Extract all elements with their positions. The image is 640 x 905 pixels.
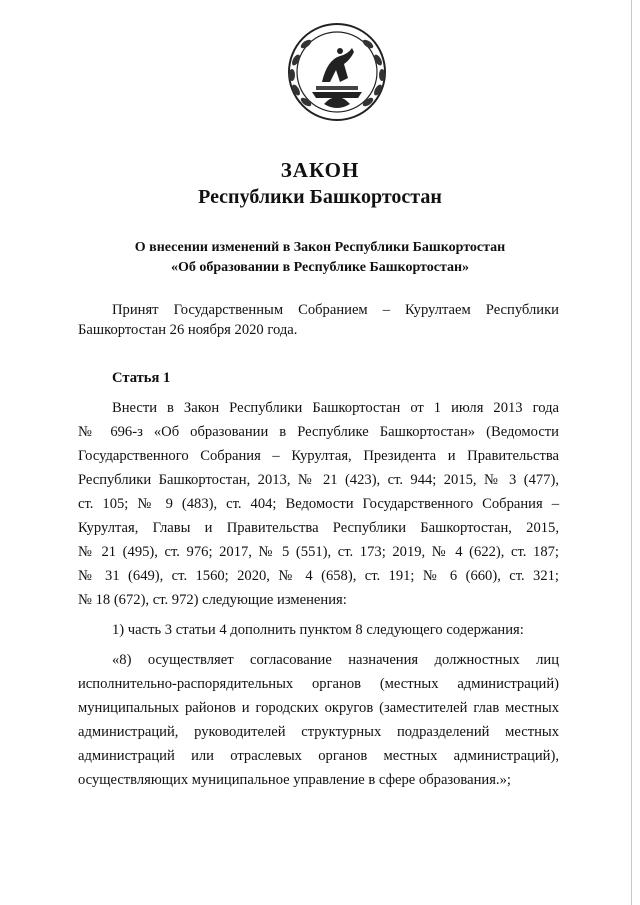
coat-of-arms-emblem [282, 20, 392, 124]
law-subject-line-1: О внесении изменений в Закон Республики Башкортостан [134, 240, 506, 255]
article-text-line: ст. 105; № 9 (483), ст. 404; Ведомости Государственного Собрания – [78, 496, 559, 512]
article-text-line: № 31 (649), ст. 1560; 2020, № 4 (658), ст. 191; № 6 (660), ст. 321; [78, 568, 559, 584]
scan-edge-line [631, 0, 632, 905]
adoption-line-1: Принят Государственным Собранием – Курултаем Республики [112, 302, 559, 318]
adoption-line-2: Башкортостан 26 ноября 2020 года. [78, 322, 298, 338]
quoted-text-line: исполнительно-распорядительных органов (местных администраций) [78, 676, 559, 692]
article-text-line: Государственного Собрания – Курултая, Президента и Правительства [78, 448, 559, 464]
article-text-line: Республики Башкортостан, 2013, № 21 (423), ст. 944; 2015, № 3 (477), [78, 472, 559, 488]
quoted-text-line: администраций или отраслевых органов местных администраций), [78, 748, 559, 764]
article-text-line: № 696-з «Об образовании в Республике Башкортостан» (Ведомости [78, 424, 559, 440]
article-text-line: № 18 (672), ст. 972) следующие изменения: [78, 592, 347, 608]
quoted-text-line: «8) осуществляет согласование назначения должностных лиц [112, 652, 559, 668]
article-text-line: Курултая, Главы и Правительства Республики Башкортостан, 2015, [78, 520, 559, 536]
quoted-text-line: муниципальных районов и городских округов (заместителей глав местных [78, 700, 559, 716]
article-text-line: Внести в Закон Республики Башкортостан от 1 июля 2013 года [112, 400, 559, 416]
article-text-line: № 21 (495), ст. 976; 2017, № 5 (551), ст. 173; 2019, № 4 (622), ст. 187; [78, 544, 559, 560]
quoted-text-line: администраций, руководителей структурных подразделений местных [78, 724, 559, 740]
amendment-item-1: 1) часть 3 статьи 4 дополнить пунктом 8 следующего содержания: [112, 622, 524, 638]
quoted-text-line: осуществляющих муниципальное управление в сфере образования.»; [78, 772, 511, 788]
article-heading: Статья 1 [112, 370, 171, 386]
law-republic-title: Республики Башкортостан [198, 186, 442, 208]
law-subject-line-2: «Об образовании в Республике Башкортостан» [170, 260, 470, 275]
law-title: ЗАКОН [280, 158, 360, 182]
